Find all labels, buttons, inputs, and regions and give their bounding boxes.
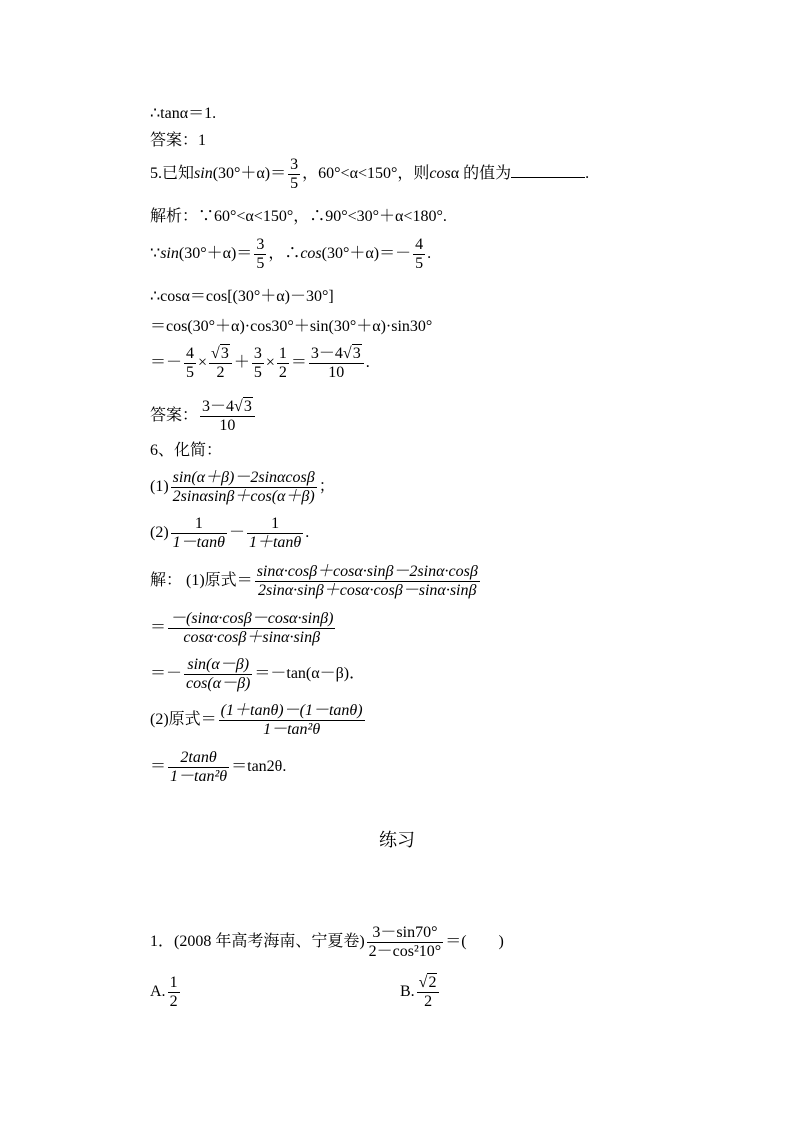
answer-paren: ＝( ) <box>445 933 504 950</box>
denominator: 1－tanθ <box>172 533 225 551</box>
fraction <box>417 974 440 1011</box>
fraction <box>413 236 425 273</box>
numerator: sinα·cosβ＋cosα·sinβ－2sinα·cosβ <box>256 562 478 580</box>
numerator: 1 <box>278 344 287 362</box>
solution-line <box>150 341 370 385</box>
math-text: ，60°<α<150°，则 <box>302 165 430 182</box>
numerator: 3－4√3 <box>309 345 364 364</box>
denominator: 5 <box>186 363 195 381</box>
math-text: ＝ <box>150 758 167 775</box>
fraction <box>277 345 289 382</box>
fraction <box>288 156 300 193</box>
math-func: cos <box>429 165 451 182</box>
problem-6: 6、化简： <box>150 442 223 459</box>
numerator: sin(α－β) <box>184 656 252 675</box>
denominator: 5 <box>415 254 424 272</box>
denominator: cosα·cosβ＋sinα·sinβ <box>183 628 321 646</box>
math-text: (30°＋α)＝ <box>212 165 287 182</box>
solution-line: ∴cosα＝cos[(30°＋α)－30°] <box>150 288 334 305</box>
fraction <box>200 398 255 435</box>
problem-text: α 的值为 <box>450 165 512 182</box>
math-text: ＝－ <box>150 354 183 371</box>
solution-line <box>150 232 431 276</box>
problem-text: 5.已知 <box>150 165 195 182</box>
fraction <box>252 345 264 382</box>
punct: . <box>365 354 370 371</box>
numerator: (1＋tanθ)－(1－tanθ) <box>220 701 363 719</box>
denominator: 10 <box>328 363 345 381</box>
math-text: (2)原式＝ <box>150 711 217 728</box>
numerator: sin(α＋β)－2sinαcosβ <box>172 468 315 486</box>
fraction <box>171 469 317 506</box>
punct: . <box>305 524 310 541</box>
answer-line <box>150 394 257 438</box>
option-b <box>400 970 441 1014</box>
numerator: 3－4√3 <box>200 398 255 417</box>
denominator: 2 <box>424 992 433 1010</box>
math-text: (1)原式＝ <box>186 572 253 589</box>
option-label: B. <box>400 983 415 1000</box>
denominator: 2 <box>216 363 225 381</box>
radicand: 3 <box>352 344 361 362</box>
numerator: √2 <box>417 974 440 993</box>
fraction <box>367 924 444 961</box>
radicand: 2 <box>428 973 437 991</box>
math-op: － <box>228 524 245 541</box>
fraction <box>168 749 229 786</box>
math-text: (30°＋α)＝ <box>178 245 253 262</box>
punct: ； <box>318 478 335 495</box>
denominator: 5 <box>256 254 265 272</box>
radicand: 3 <box>243 397 252 415</box>
solution-line: ＝cos(30°＋α)·cos30°＋sin(30°＋α)·sin30° <box>150 318 433 335</box>
fraction <box>255 563 480 600</box>
math-op: × <box>198 354 208 371</box>
denominator: 1－tan²θ <box>170 767 228 785</box>
fraction <box>247 515 303 552</box>
radicand: 3 <box>220 344 229 362</box>
math-text: ＝－tan(α－β)． <box>254 665 366 682</box>
denominator: 1＋tanθ <box>248 533 302 551</box>
numerator: 4 <box>415 235 424 253</box>
part-label: (1) <box>150 478 169 495</box>
fraction <box>309 345 364 382</box>
math-text: ∵ <box>150 245 161 262</box>
numerator: 3 <box>253 344 262 362</box>
numerator: 1 <box>247 515 303 534</box>
solution-line <box>150 698 367 742</box>
section-title: 练习 <box>379 830 415 850</box>
denominator: 2sinα·sinβ＋cosα·cosβ－sinα·sinβ <box>258 581 477 599</box>
problem-6-part-1 <box>150 465 335 509</box>
question-text: 1．(2008 年高考海南、宁夏卷) <box>150 933 365 950</box>
math-func: sin <box>194 165 213 182</box>
numerator: 1 <box>171 515 227 534</box>
math-op: × <box>265 354 275 371</box>
option-label: A. <box>150 983 166 1000</box>
denominator: 5 <box>290 174 299 192</box>
fraction <box>219 702 365 739</box>
answer-label: 答案： <box>150 407 199 424</box>
problem-6-part-2 <box>150 511 309 555</box>
punct: . <box>427 245 432 262</box>
numerator: 2tanθ <box>168 749 229 768</box>
text-line: ∴tanα＝1. <box>150 105 217 122</box>
denominator: 1－tan²θ <box>263 720 321 738</box>
option-a <box>150 970 182 1014</box>
math-text: ＝ <box>150 619 167 636</box>
math-func: sin <box>160 245 179 262</box>
answer-blank <box>511 163 585 178</box>
part-label: (2) <box>150 524 169 541</box>
fraction <box>171 515 227 552</box>
numerator: 4 <box>186 344 195 362</box>
numerator: √3 <box>209 345 232 364</box>
solution-line <box>150 559 482 603</box>
denominator: 2sinαsinβ＋cos(α＋β) <box>172 487 315 505</box>
numerator: 3 <box>290 155 299 173</box>
denominator: 2 <box>278 363 287 381</box>
punct: . <box>585 165 590 182</box>
solution-line <box>150 606 337 650</box>
solution-label: 解： <box>150 572 183 589</box>
numerator: 1 <box>169 973 178 991</box>
math-text: 3－4 <box>202 397 235 415</box>
numerator: －(sinα·cosβ－cosα·sinβ) <box>170 609 334 627</box>
solution-line: 解析：∵60°<α<150°，∴90°<30°＋α<180°. <box>150 208 447 225</box>
fraction <box>168 974 180 1011</box>
denominator: 2 <box>169 992 178 1010</box>
math-text: ＝－ <box>150 665 183 682</box>
math-op: ＋ <box>233 354 250 371</box>
numerator: 3 <box>256 235 265 253</box>
math-text: (30°＋α)＝－ <box>321 245 412 262</box>
fraction <box>184 345 196 382</box>
math-text: ＝tan2θ. <box>231 758 287 775</box>
solution-line <box>150 652 365 696</box>
fraction <box>168 610 335 647</box>
denominator: 5 <box>253 363 262 381</box>
fraction <box>209 345 232 382</box>
denominator: 2－cos²10° <box>368 942 442 960</box>
math-op: ＝ <box>290 354 307 371</box>
denominator: 10 <box>219 416 236 434</box>
fraction <box>184 656 252 693</box>
math-text: 3－4 <box>310 344 343 362</box>
fraction <box>254 236 266 273</box>
solution-line <box>150 745 286 789</box>
answer-line: 答案：1 <box>150 132 207 149</box>
numerator: 3－sin70° <box>367 924 444 943</box>
question-1 <box>150 920 504 964</box>
math-text: ，∴ <box>268 245 301 262</box>
problem-5 <box>150 152 589 196</box>
math-func: cos <box>300 245 322 262</box>
denominator: cos(α－β) <box>186 674 251 692</box>
